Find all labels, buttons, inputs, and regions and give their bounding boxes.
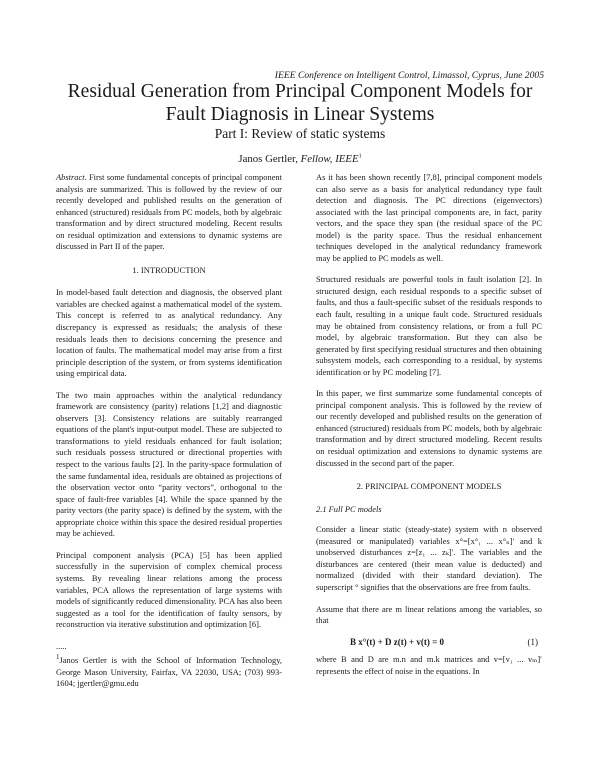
abstract [56, 172, 282, 253]
right-paragraph-2: Structured residuals are powerful tools in fault isolation [2]. In structured design, each residual responds to a specific subset of faults, and thus a fault-specific subset of the residuals responds to each fault, resulting in a unique fault code. Structured residuals may be obtained from consistency relations, or from a full PC model, by algebraic transformation. But they can also be generated by first specifying residual structures and then obtaining subsystem models, each corresponding to a residual, by systems identification or by PC modeling [7]. [316, 274, 542, 377]
section-2-paragraph-b: Assume that there are m linear relations among the variables, so that [316, 603, 542, 626]
author-name: Janos Gertler, [238, 153, 301, 165]
paper-subtitle: Part I: Review of static systems [214, 126, 386, 141]
subsection-2-1-heading: 2.1 Full PC models [316, 503, 382, 514]
author-line [0, 153, 600, 165]
author-role: Fellow, IEEE [300, 153, 359, 165]
paper-title [0, 80, 600, 126]
section-2-paragraph-a: Consider a linear static (steady-state) system with n observed (measured or manipulated) variables x°=[x°₁ ... x°ₙ]′ and k unobserved disturbances z=[z₁ ... zₖ]′. The variables and the disturbances are centered (their mean value is deducted) and normalized (divided with their standard deviation). The superscript ° signifies that the observations are free from faults. [316, 524, 542, 592]
abstract-label: Abstract [56, 172, 85, 182]
footnote [56, 652, 282, 689]
footnote-separator: ..... [56, 640, 67, 651]
right-paragraph-1: As it has been shown recently [7,8], principal component models can also serve as a basis for analytical redundancy type fault detection and diagnosis. The PC directions (eigenvectors) associated with the last principal components are, in fact, parity vectors, and the space they span (the residual space of the PC model) is the parity space. Thus the residual enhancement techniques developed in the analytical redundancy framework may be applied to PC models as well. [316, 172, 542, 263]
right-column [316, 172, 542, 687]
conference-header: IEEE Conference on Intelligent Control, Limassol, Cyprus, June 2005 [274, 70, 544, 81]
intro-paragraph-2: The two main approaches within the analytical redundancy framework are consistency (parity) relations [1,2] and diagnostic observers [3]. Consistency relations are suitably rearranged equations of the plant's input-output model. These are subjected to transformations to yield residuals enhanced for fault isolation; such residuals possess structured or directional properties with respect to the various faults [2]. In the parity-space formulation of the same fundamental idea, residuals are obtained as projections of the observation vector onto “parity vectors”, orthogonal to the space of fault-free variables [4]. While the space spanned by the parity vectors (the parity space) is defined by the system, with the appropriate choice within this space the desired residual properties may be achieved. [56, 389, 282, 539]
abstract-text: . First some fundamental concepts of principal component analysis are summarized. This is followed by the review of our recently developed and published results on the generation of enhanced (structured) residuals from PC models, both by algebraic transformation and by direct structured modeling. Recent results on residual optimization and extensions to dynamic systems are discussed in Part II of the paper. [56, 172, 282, 252]
author-footnote-mark: 1 [358, 153, 362, 160]
section-2-heading: 2. PRINCIPAL COMPONENT MODELS [356, 481, 502, 492]
equation-1-body: B x°(t) + D z(t) + v(t) = 0 [350, 636, 444, 647]
right-paragraph-3: In this paper, we first summarize some fundamental concepts of principal component analysis. This is followed by the review of our recently developed and published results on the generation of enhanced (structured) residuals from PC models, both by algebraic transformation and by direct structured modeling. Recent results on residual optimization and extensions to dynamic systems are discussed in the second part of the paper. [316, 388, 542, 468]
intro-paragraph-1: In model-based fault detection and diagnosis, the observed plant variables are checked against a mathematical model of the system. This concept is referred to as analytical redundancy. Any discrepancy is expressed as residuals; the analysis of these residuals leads then to decisions concerning the presence and location of faults. The mathematical model may arise from a first principle description of the system, or from systems identification using empirical data. [56, 287, 282, 379]
intro-paragraph-3: Principal component analysis (PCA) [5] has been applied successfully in the supervision of complex chemical process systems. By revealing linear relations among the process variables, PCA allows the representation of large systems with models of significantly reduced dimensionality. PCA has also been suggested as a tool for the identification of faulty sensors, by reconstruction via iterative substitution and optimization [6]. [56, 549, 282, 630]
equation-1-number: (1) [527, 636, 538, 647]
left-column [56, 172, 282, 690]
title-line-1: Residual Generation from Principal Component Models for [67, 81, 533, 102]
footnote-text: Janos Gertler is with the School of Information Technology, George Mason University, Fairfax, VA 22030, USA; (703) 993-1604; jgertler@gmu.edu [56, 655, 282, 689]
section-1-heading: 1. INTRODUCTION [132, 264, 206, 275]
footnote-mark: 1 [56, 653, 60, 662]
section-2-paragraph-c: where B and D are m.n and m.k matrices and v=[v₁ ... vₘ]′ represents the effect of noise in the equations. In [316, 654, 542, 676]
equation-1 [316, 637, 542, 649]
title-line-2: Fault Diagnosis in Linear Systems [165, 104, 435, 125]
